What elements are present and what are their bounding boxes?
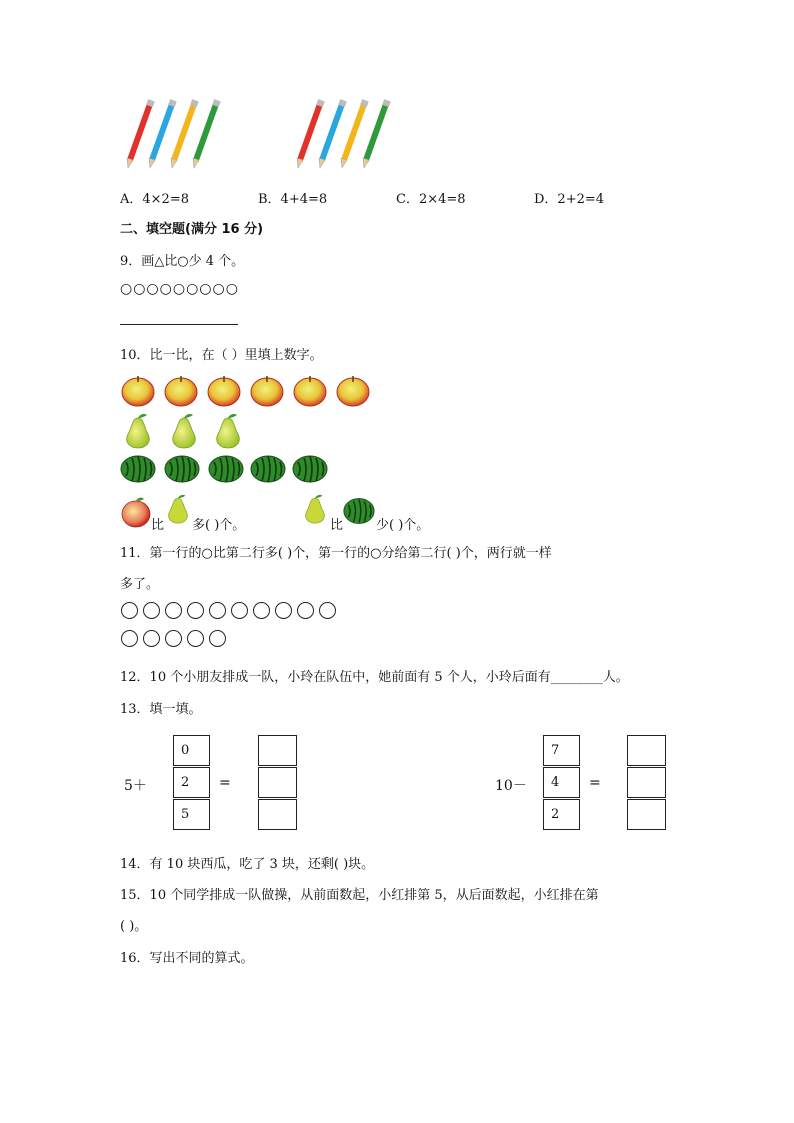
q13-left-answer[interactable] (258, 767, 297, 798)
q13-left-cell: 0 (173, 735, 210, 766)
compare-1-more: 多( )个。 (192, 518, 246, 533)
q11-line2: 多了。 (120, 577, 160, 592)
compare-apple-icon (120, 496, 152, 528)
section-title: 二、填空题(满分 16 分) (120, 222, 264, 237)
q11-line1: 11．第一行的○比第二行多( )个，第一行的○分给第二行( )个，两行就一样 (120, 546, 552, 561)
option-a[interactable]: A．4×2=8 (120, 192, 189, 207)
option-c[interactable]: C．2×4=8 (396, 192, 466, 207)
apple-row (120, 374, 380, 408)
pear-icon (127, 414, 150, 448)
q13-left-answer[interactable] (258, 799, 297, 830)
q13-right-answer[interactable] (627, 799, 666, 830)
q13-left-eq: = (219, 775, 231, 791)
compare-2-word: 比 (330, 518, 344, 533)
pencil-group-1-icon (120, 98, 230, 170)
q13-right-answer[interactable] (627, 767, 666, 798)
q12-text: 12．10 个小朋友排成一队，小玲在队伍中，她前面有 5 个人，小玲后面有________人。 (120, 670, 629, 685)
compare-watermelon-icon (343, 496, 375, 526)
option-d[interactable]: D．2+2=4 (534, 192, 605, 207)
watermelon-icon (121, 456, 155, 482)
apple-icon (122, 376, 154, 406)
compare-pear-icon (163, 490, 193, 528)
pencil-group-2-icon (290, 98, 400, 170)
q15-line1: 15．10 个同学排成一队做操，从前面数起，小红排第 5，从后面数起，小红排在第 (120, 888, 599, 903)
q15-line2: ( )。 (120, 919, 148, 934)
watermelon-row (120, 454, 340, 484)
compare-2-less: 少( )个。 (376, 518, 430, 533)
q13-right-op: 10－ (495, 778, 527, 794)
q9-answer-line[interactable] (120, 324, 238, 325)
q13-right-cell: 2 (543, 799, 580, 830)
q13-right-cell: 7 (543, 735, 580, 766)
q13-left-answer[interactable] (258, 735, 297, 766)
q14-text: 14．有 10 块西瓜，吃了 3 块，还剩( )块。 (120, 857, 375, 872)
compare-1-word: 比 (151, 518, 165, 533)
q9-circles: ○○○○○○○○○ (120, 281, 239, 297)
option-b[interactable]: B．4+4=8 (258, 192, 328, 207)
q11-row2-circles (121, 630, 231, 647)
q11-row1-circles (121, 602, 341, 619)
q13-text: 13．填一填。 (120, 702, 202, 717)
q10-text: 10．比一比，在（ ）里填上数字。 (120, 348, 323, 363)
q13-right-cell: 4 (543, 767, 580, 798)
q13-left-cell: 2 (173, 767, 210, 798)
compare-pear-2-icon (300, 490, 330, 528)
q13-right-eq: = (589, 775, 601, 791)
q13-left-cell: 5 (173, 799, 210, 830)
q13-left-op: 5＋ (124, 778, 147, 794)
q13-right-answer[interactable] (627, 735, 666, 766)
q16-text: 16．写出不同的算式。 (120, 951, 254, 966)
pear-row (120, 412, 260, 450)
q9-text: 9．画△比○少 4 个。 (120, 254, 245, 269)
